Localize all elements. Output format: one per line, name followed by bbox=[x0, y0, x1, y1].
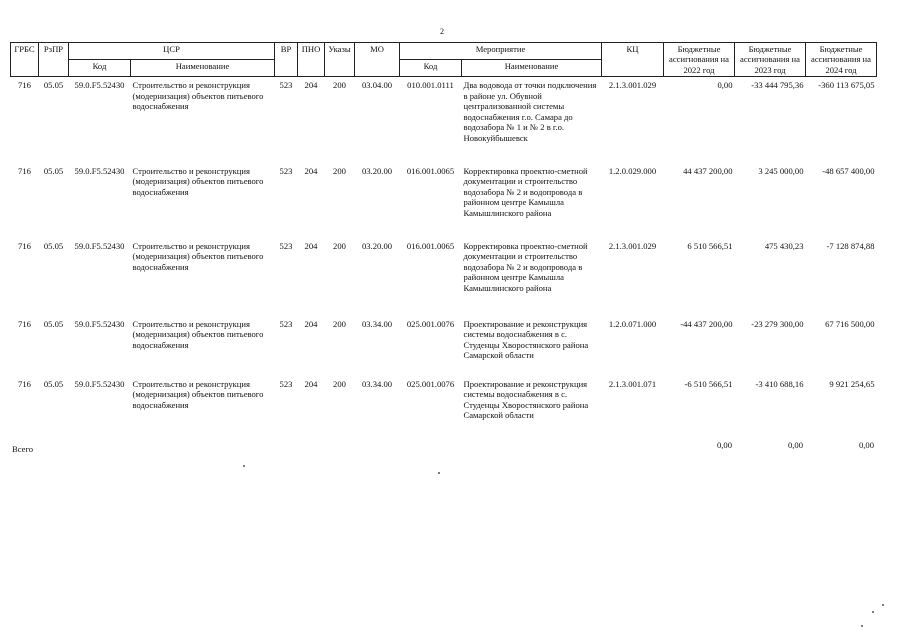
page-number: 2 bbox=[440, 27, 444, 36]
header-mo: МО bbox=[355, 43, 400, 77]
header-budget-2024: Бюджетные ассигнования на 2024 год bbox=[806, 43, 877, 77]
cell-budget-2023: -33 444 795,36 bbox=[751, 80, 804, 91]
cell-ukazy: 200 bbox=[333, 378, 346, 389]
cell-vr: 523 bbox=[279, 240, 293, 251]
table-row bbox=[11, 163, 877, 238]
cell-ukazy: 200 bbox=[333, 80, 346, 91]
table-row bbox=[11, 238, 877, 316]
cell-csr-name: Строительство и реконструкция (модернизация) объектов питьевого водоснабжения bbox=[132, 80, 264, 112]
cell-csr-code: 59.0.F5.52430 bbox=[74, 378, 125, 389]
cell-csr-code: 59.0.F5.52430 bbox=[74, 318, 125, 329]
header-event: Мероприятие bbox=[400, 43, 602, 60]
cell-grbs: 716 bbox=[18, 378, 31, 389]
header-event-name: Наименование bbox=[462, 60, 602, 77]
cell-event-code: 025.001.0076 bbox=[406, 318, 455, 329]
cell-kc: 1.2.0.029.000 bbox=[608, 165, 657, 176]
cell-event-code: 016.001.0065 bbox=[406, 165, 455, 176]
header-budget-2022: Бюджетные ассигнования на 2022 год bbox=[664, 43, 735, 77]
cell-csr-name: Строительство и реконструкция (модернизация) объектов питьевого водоснабжения bbox=[132, 240, 264, 272]
cell-csr-name: Строительство и реконструкция (модернизация) объектов питьевого водоснабжения bbox=[132, 378, 264, 410]
header-grbs: ГРБС bbox=[11, 43, 39, 77]
cell-rzpr: 05.05 bbox=[43, 80, 64, 91]
cell-event-code: 016.001.0065 bbox=[406, 240, 455, 251]
cell-budget-2023: -3 410 688,16 bbox=[755, 378, 804, 389]
scan-speck bbox=[882, 604, 884, 606]
scan-speck bbox=[872, 611, 874, 613]
cell-budget-2023: 3 245 000,00 bbox=[758, 165, 804, 176]
cell-mo: 03.34.00 bbox=[361, 318, 393, 329]
header-ukazy: Указы bbox=[325, 43, 355, 77]
cell-budget-2023: 475 430,23 bbox=[764, 240, 804, 251]
cell-csr-code: 59.0.F5.52430 bbox=[74, 80, 125, 91]
header-budget-2023: Бюджетные ассигнования на 2023 год bbox=[735, 43, 806, 77]
cell-budget-2022: 6 510 566,51 bbox=[687, 240, 733, 251]
cell-vr: 523 bbox=[279, 318, 293, 329]
cell-budget-2024: -7 128 874,88 bbox=[826, 240, 875, 251]
cell-pno: 204 bbox=[304, 240, 318, 251]
cell-mo: 03.34.00 bbox=[361, 378, 393, 389]
cell-csr-code: 59.0.F5.52430 bbox=[74, 240, 125, 251]
total-budget-2023: 0,00 bbox=[787, 440, 803, 450]
cell-event-name: Проектирование и реконструкция системы водоснабжения в с. Студенцы Хворостянского района Самарской области bbox=[463, 318, 589, 361]
cell-budget-2024: 67 716 500,00 bbox=[825, 318, 875, 329]
cell-kc: 2.1.3.001.029 bbox=[608, 240, 657, 251]
cell-kc: 2.1.3.001.071 bbox=[608, 378, 657, 389]
cell-pno: 204 bbox=[304, 80, 318, 91]
cell-vr: 523 bbox=[279, 165, 293, 176]
cell-mo: 03.20.00 bbox=[361, 165, 393, 176]
cell-ukazy: 200 bbox=[333, 240, 346, 251]
cell-pno: 204 bbox=[304, 318, 318, 329]
cell-budget-2024: -48 657 400,00 bbox=[822, 165, 875, 176]
cell-budget-2022: -6 510 566,51 bbox=[684, 378, 733, 389]
cell-rzpr: 05.05 bbox=[43, 240, 64, 251]
cell-event-code: 025.001.0076 bbox=[406, 378, 455, 389]
cell-rzpr: 05.05 bbox=[43, 378, 64, 389]
cell-budget-2024: -360 113 675,05 bbox=[818, 80, 875, 91]
total-budget-2024: 0,00 bbox=[858, 440, 874, 450]
header-row-1 bbox=[11, 43, 877, 60]
cell-budget-2022: -44 437 200,00 bbox=[680, 318, 733, 329]
cell-kc: 2.1.3.001.029 bbox=[608, 80, 657, 91]
budget-table bbox=[10, 42, 877, 436]
cell-grbs: 716 bbox=[18, 80, 31, 91]
scan-speck bbox=[438, 472, 440, 474]
cell-vr: 523 bbox=[279, 378, 293, 389]
header-csr-name: Наименование bbox=[131, 60, 275, 77]
cell-csr-code: 59.0.F5.52430 bbox=[74, 165, 125, 176]
table-row bbox=[11, 316, 877, 376]
header-event-code: Код bbox=[400, 60, 462, 77]
cell-budget-2023: -23 279 300,00 bbox=[751, 318, 804, 329]
cell-grbs: 716 bbox=[18, 240, 31, 251]
cell-budget-2024: 9 921 254,65 bbox=[829, 378, 875, 389]
cell-csr-name: Строительство и реконструкция (модернизация) объектов питьевого водоснабжения bbox=[132, 165, 264, 197]
cell-grbs: 716 bbox=[18, 318, 31, 329]
header-pno: ПНО bbox=[298, 43, 325, 77]
cell-event-name: Корректировка проектно-сметной документации и строительство водозабора № 2 и водопровода в районном центре Камышла Камышлинского района bbox=[463, 240, 588, 293]
cell-rzpr: 05.05 bbox=[43, 165, 64, 176]
total-budget-2022: 0,00 bbox=[716, 440, 732, 450]
total-label: Всего bbox=[12, 444, 34, 454]
cell-mo: 03.04.00 bbox=[361, 80, 393, 91]
header-vr: ВР bbox=[275, 43, 298, 77]
cell-pno: 204 bbox=[304, 165, 318, 176]
cell-ukazy: 200 bbox=[333, 165, 346, 176]
header-csr: ЦСР bbox=[69, 43, 275, 60]
header-rzpr: РзПР bbox=[39, 43, 69, 77]
cell-pno: 204 bbox=[304, 378, 318, 389]
cell-budget-2022: 0,00 bbox=[717, 80, 733, 91]
cell-mo: 03.20.00 bbox=[361, 240, 393, 251]
cell-event-code: 010.001.0111 bbox=[407, 80, 454, 91]
header-csr-code: Код bbox=[69, 60, 131, 77]
cell-kc: 1.2.0.071.000 bbox=[608, 318, 657, 329]
cell-event-name: Два водовода от точки подключения в районе ул. Обувной централизованной системы водоснабжения г.о. Самара до водозабора № 1 и № 2 в г.о. Новокуйбышевск bbox=[463, 80, 597, 143]
cell-ukazy: 200 bbox=[333, 318, 346, 329]
table-row bbox=[11, 376, 877, 436]
cell-grbs: 716 bbox=[18, 165, 31, 176]
cell-vr: 523 bbox=[279, 80, 293, 91]
table-row bbox=[11, 77, 877, 163]
scan-speck bbox=[243, 465, 245, 467]
cell-event-name: Проектирование и реконструкция системы водоснабжения в с. Студенцы Хворостянского района Самарской области bbox=[463, 378, 589, 421]
cell-event-name: Корректировка проектно-сметной документации и строительство водозабора № 2 и водопровода в районном центре Камышла Камышлинского района bbox=[463, 165, 588, 218]
header-kc: КЦ bbox=[602, 43, 664, 77]
cell-csr-name: Строительство и реконструкция (модернизация) объектов питьевого водоснабжения bbox=[132, 318, 264, 350]
cell-rzpr: 05.05 bbox=[43, 318, 64, 329]
cell-budget-2022: 44 437 200,00 bbox=[683, 165, 733, 176]
scan-speck bbox=[861, 625, 863, 627]
